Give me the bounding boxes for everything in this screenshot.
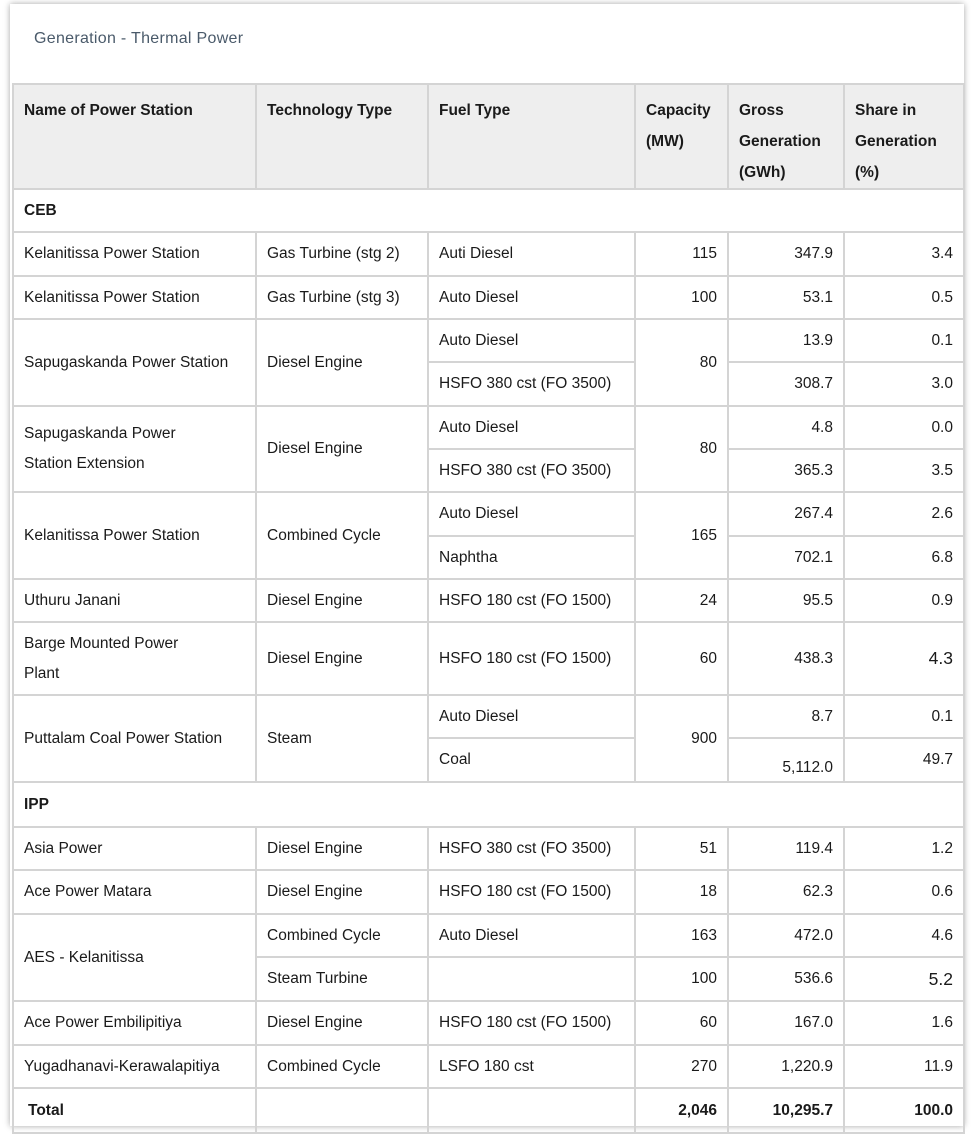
fuel-type: HSFO 380 cst (FO 3500) — [428, 362, 635, 406]
technology-type: Steam — [256, 695, 428, 782]
gross-generation: 347.9 — [728, 232, 844, 276]
table-row — [13, 492, 964, 536]
station-name: Kelanitissa Power Station — [13, 492, 256, 579]
capacity: 270 — [635, 1045, 728, 1088]
station-name: Ace Power Matara — [13, 870, 256, 914]
group-label: IPP — [13, 782, 964, 827]
technology-type: Gas Turbine (stg 3) — [256, 276, 428, 319]
station-name: Ace Power Embilipitiya — [13, 1001, 256, 1045]
share: 0.6 — [844, 870, 964, 914]
group-row-ipp — [13, 782, 964, 827]
header-gross: Gross Generation (GWh) — [728, 84, 844, 189]
total-row — [13, 1088, 964, 1133]
fuel-type: Auto Diesel — [428, 914, 635, 957]
share: 3.0 — [844, 362, 964, 406]
share: 0.1 — [844, 319, 964, 362]
share: 3.4 — [844, 232, 964, 276]
share: 1.6 — [844, 1001, 964, 1045]
fuel-type — [428, 957, 635, 1001]
header-share: Share in Generation (%) — [844, 84, 964, 189]
fuel-type: HSFO 180 cst (FO 1500) — [428, 870, 635, 914]
header-row — [13, 84, 964, 189]
capacity: 24 — [635, 579, 728, 622]
station-name: Kelanitissa Power Station — [13, 232, 256, 276]
share: 6.8 — [844, 536, 964, 579]
fuel-type: Auto Diesel — [428, 319, 635, 362]
station-name: Asia Power — [13, 827, 256, 870]
technology-type: Diesel Engine — [256, 1001, 428, 1045]
page-title: Generation - Thermal Power — [34, 30, 244, 47]
gross-generation: 472.0 — [728, 914, 844, 957]
fuel-type: Auto Diesel — [428, 406, 635, 449]
gross-generation: 167.0 — [728, 1001, 844, 1045]
capacity: 60 — [635, 1001, 728, 1045]
share: 5.2 — [844, 957, 964, 1001]
table-row — [13, 276, 964, 319]
fuel-type: Auto Diesel — [428, 492, 635, 536]
capacity: 163 — [635, 914, 728, 957]
technology-type: Diesel Engine — [256, 406, 428, 492]
total-fuel-empty — [428, 1088, 635, 1133]
gross-generation: 119.4 — [728, 827, 844, 870]
capacity: 115 — [635, 232, 728, 276]
station-name: Uthuru Janani — [13, 579, 256, 622]
gross-generation: 13.9 — [728, 319, 844, 362]
gross-generation: 95.5 — [728, 579, 844, 622]
technology-type: Diesel Engine — [256, 870, 428, 914]
fuel-type: Auto Diesel — [428, 276, 635, 319]
table-row — [13, 695, 964, 738]
share: 4.3 — [844, 622, 964, 695]
capacity: 100 — [635, 276, 728, 319]
station-name: Sapugaskanda Power Station — [13, 319, 256, 406]
total-gross-generation: 10,295.7 — [728, 1088, 844, 1133]
table-container — [12, 83, 965, 1134]
gross-generation: 53.1 — [728, 276, 844, 319]
capacity: 51 — [635, 827, 728, 870]
gross-generation: 702.1 — [728, 536, 844, 579]
table-row — [13, 827, 964, 870]
capacity: 100 — [635, 957, 728, 1001]
total-share: 100.0 — [844, 1088, 964, 1133]
capacity: 900 — [635, 695, 728, 782]
group-row-ceb — [13, 189, 964, 232]
table-row — [13, 232, 964, 276]
station-name: Barge Mounted Power Plant — [13, 622, 256, 695]
table-row — [13, 406, 964, 449]
technology-type: Diesel Engine — [256, 319, 428, 406]
table-row — [13, 579, 964, 622]
fuel-type: Coal — [428, 738, 635, 782]
fuel-type: HSFO 380 cst (FO 3500) — [428, 449, 635, 492]
capacity: 18 — [635, 870, 728, 914]
table-row — [13, 870, 964, 914]
total-tech-empty — [256, 1088, 428, 1133]
technology-type: Steam Turbine — [256, 957, 428, 1001]
gross-generation: 438.3 — [728, 622, 844, 695]
gross-generation: 308.7 — [728, 362, 844, 406]
share: 4.6 — [844, 914, 964, 957]
technology-type: Diesel Engine — [256, 827, 428, 870]
share: 0.1 — [844, 695, 964, 738]
gross-generation: 536.6 — [728, 957, 844, 1001]
station-name: Yugadhanavi-Kerawalapitiya — [13, 1045, 256, 1088]
gross-generation: 8.7 — [728, 695, 844, 738]
share: 49.7 — [844, 738, 964, 782]
technology-type: Combined Cycle — [256, 1045, 428, 1088]
fuel-type: HSFO 380 cst (FO 3500) — [428, 827, 635, 870]
gross-generation: 267.4 — [728, 492, 844, 536]
capacity: 165 — [635, 492, 728, 579]
share: 0.5 — [844, 276, 964, 319]
thermal-generation-table — [12, 83, 965, 1134]
total-capacity: 2,046 — [635, 1088, 728, 1133]
capacity: 60 — [635, 622, 728, 695]
total-label: Total — [13, 1088, 256, 1133]
header-capacity: Capacity (MW) — [635, 84, 728, 189]
fuel-type: HSFO 180 cst (FO 1500) — [428, 579, 635, 622]
thermal-power-card — [10, 4, 964, 1126]
gross-generation: 4.8 — [728, 406, 844, 449]
gross-generation: 5,112.0 — [728, 738, 844, 782]
table-row — [13, 622, 964, 695]
technology-type: Combined Cycle — [256, 914, 428, 957]
capacity: 80 — [635, 406, 728, 492]
fuel-type: HSFO 180 cst (FO 1500) — [428, 622, 635, 695]
station-name: Kelanitissa Power Station — [13, 276, 256, 319]
fuel-type: Naphtha — [428, 536, 635, 579]
table-row — [13, 914, 964, 957]
gross-generation: 62.3 — [728, 870, 844, 914]
technology-type: Diesel Engine — [256, 579, 428, 622]
fuel-type: Auti Diesel — [428, 232, 635, 276]
share: 0.0 — [844, 406, 964, 449]
station-name: Sapugaskanda Power Station Extension — [13, 406, 256, 492]
share: 3.5 — [844, 449, 964, 492]
share: 0.9 — [844, 579, 964, 622]
station-name: AES - Kelanitissa — [13, 914, 256, 1001]
header-name: Name of Power Station — [13, 84, 256, 189]
table-row — [13, 1045, 964, 1088]
station-name: Puttalam Coal Power Station — [13, 695, 256, 782]
table-row — [13, 1001, 964, 1045]
share: 1.2 — [844, 827, 964, 870]
share: 11.9 — [844, 1045, 964, 1088]
technology-type: Gas Turbine (stg 2) — [256, 232, 428, 276]
fuel-type: Auto Diesel — [428, 695, 635, 738]
fuel-type: HSFO 180 cst (FO 1500) — [428, 1001, 635, 1045]
technology-type: Combined Cycle — [256, 492, 428, 579]
share: 2.6 — [844, 492, 964, 536]
capacity: 80 — [635, 319, 728, 406]
table-row — [13, 319, 964, 362]
header-fuel: Fuel Type — [428, 84, 635, 189]
gross-generation: 1,220.9 — [728, 1045, 844, 1088]
group-label: CEB — [13, 189, 964, 232]
gross-generation: 365.3 — [728, 449, 844, 492]
header-tech: Technology Type — [256, 84, 428, 189]
fuel-type: LSFO 180 cst — [428, 1045, 635, 1088]
technology-type: Diesel Engine — [256, 622, 428, 695]
